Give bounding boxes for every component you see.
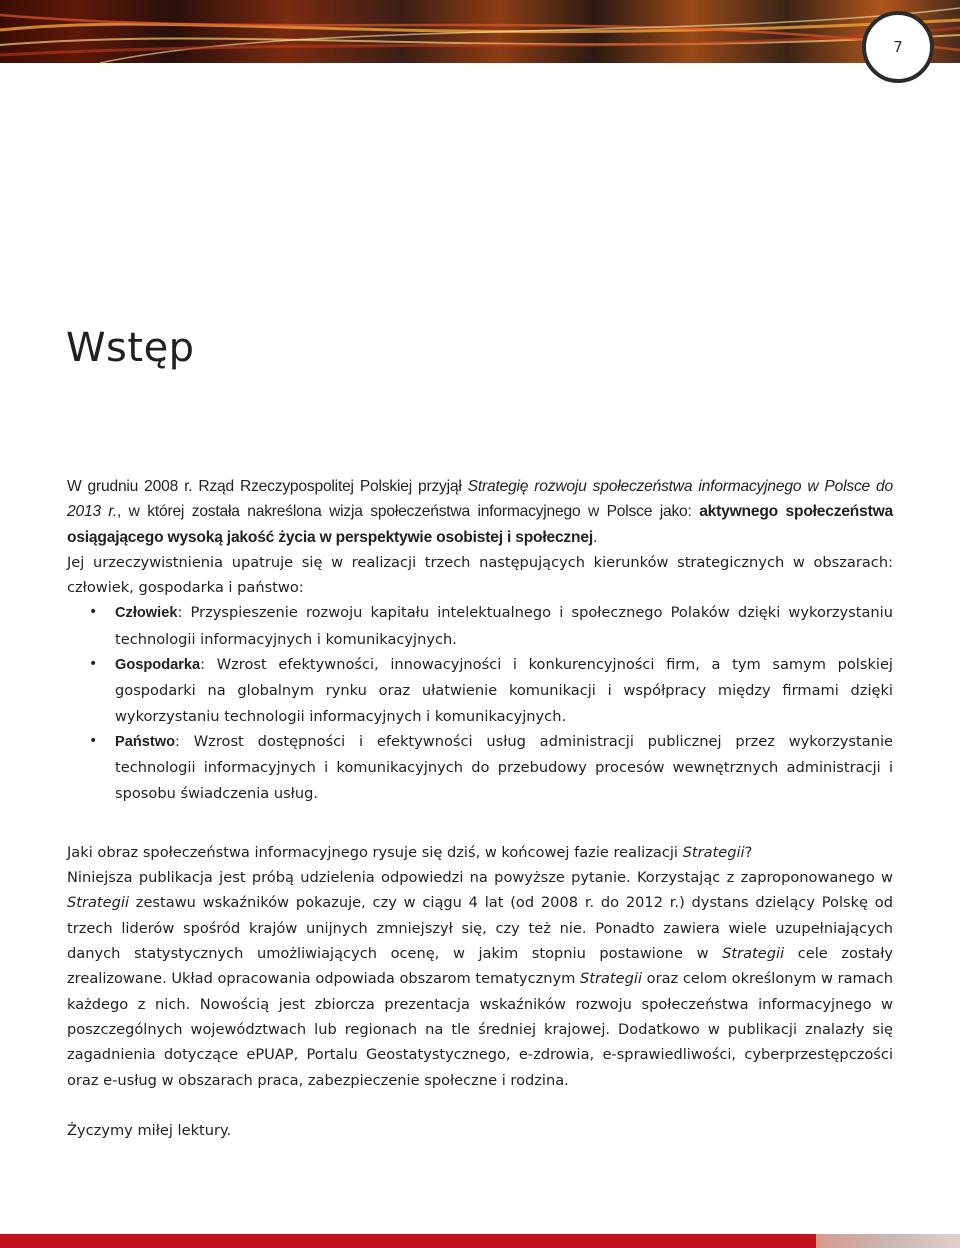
intro-vision: aktywnego społeczeństwa osiągającego wysoką jakość życia w perspektywie osobistej i społecznej (67, 503, 893, 546)
list-item (67, 652, 893, 729)
list-item-term: Gospodarka (115, 657, 201, 674)
intro-paragraph (67, 474, 893, 550)
question-text: Jaki obraz społeczeństwa informacyjnego rysuje się dziś, w końcowej fazie realizacji (67, 843, 683, 861)
question-paragraph (67, 840, 893, 865)
publication-text-a: Niniejsza publikacja jest próbą udzielenia odpowiedzi na powyższe pytanie. Korzystając z zaproponowanego w (67, 869, 893, 887)
publication-paragraph (67, 865, 893, 1093)
header-photo-band (0, 0, 960, 63)
publication-text-d: oraz celom określonym w ramach każdego z nich. Nowością jest zbiorcza prezentacja wskaźników rozwoju społeczeństwa informacyjnego w poszczególnych województwach lub regionach na tle średniej krajowej. Dodatkowo w publikacji znalazły się zagadnienia dotyczące ePUAP, Portalu Geostatystycznego, e-zdrowia, e-sprawiedliwości, cyberprzestępczości oraz e-usług w obszarach praca, zabezpieczenie społeczne i rodzina. (67, 970, 893, 1089)
question-italic: Strategii (682, 843, 745, 861)
publication-italic-1: Strategii (67, 894, 130, 912)
list-item (67, 729, 893, 806)
list-item-text: : Wzrost dostępności i efektywności usług administracji publicznej przez wykorzystanie technologii informacyjnych i komunikacyjnych do przebudowy procesów wewnętrznych administracji i sposobu świadczenia usług. (115, 732, 893, 802)
page-number: 7 (862, 11, 934, 83)
question-mark: ? (744, 843, 753, 861)
page-title: Wstęp (66, 325, 195, 371)
publication-italic-3: Strategii (580, 970, 643, 988)
list-item (67, 600, 893, 652)
intro-text-c: . (592, 528, 598, 546)
intro-text-b: , w której została nakreślona wizja społeczeństwa informacyjnego w Polsce jako: (116, 503, 700, 521)
publication-italic-2: Strategii (722, 945, 785, 963)
footer-accent (816, 1234, 960, 1248)
list-item-text: : Wzrost efektywności, innowacyjności i konkurencyjności firm, a tym samym polskiej gospodarki na globalnym rynku oraz ułatwienie komunikacji i współpracy między firmami dzięki wykorzystaniu technologii informacyjnych i komunikacyjnych. (115, 656, 893, 725)
intro-text-a: W grudniu 2008 r. Rząd Rzeczypospolitej Polskiej przyjął (67, 478, 468, 495)
list-item-term: Człowiek (115, 605, 178, 622)
directions-paragraph: Jej urzeczywistnienia upatruje się w realizacji trzech następujących kierunków strategicznych w obszarach: człowiek, gospodarka i państwo: (67, 553, 893, 597)
closing-line: Życzymy miłej lektury. (67, 1121, 232, 1139)
main-content (67, 474, 893, 1143)
publication-text-c: cele zostały zrealizowane. Układ opracowania odpowiada obszarom tematycznym (67, 945, 893, 988)
intro-strategy-title: Strategię rozwoju społeczeństwa informacyjnego w Polsce do 2013 r. (67, 478, 893, 521)
directions-list (67, 600, 893, 805)
light-trails-image (0, 0, 960, 63)
list-item-text: : Przyspieszenie rozwoju kapitału intelektualnego i społecznego Polaków dzięki wykorzystaniu technologii informacyjnych i komunikacyjnych. (115, 604, 893, 648)
publication-text-b: zestawu wskaźników pokazuje, czy w ciągu 4 lat (od 2008 r. do 2012 r.) dystans dzielący Polskę od trzech liderów spośród krajów unijnych zmniejszył się, czy też nie. Ponadto zawiera wiele uzupełniających danych statystycznych umożliwiających ocenę, w jakim stopniu postawione w (67, 894, 893, 963)
list-item-term: Państwo (115, 733, 176, 750)
